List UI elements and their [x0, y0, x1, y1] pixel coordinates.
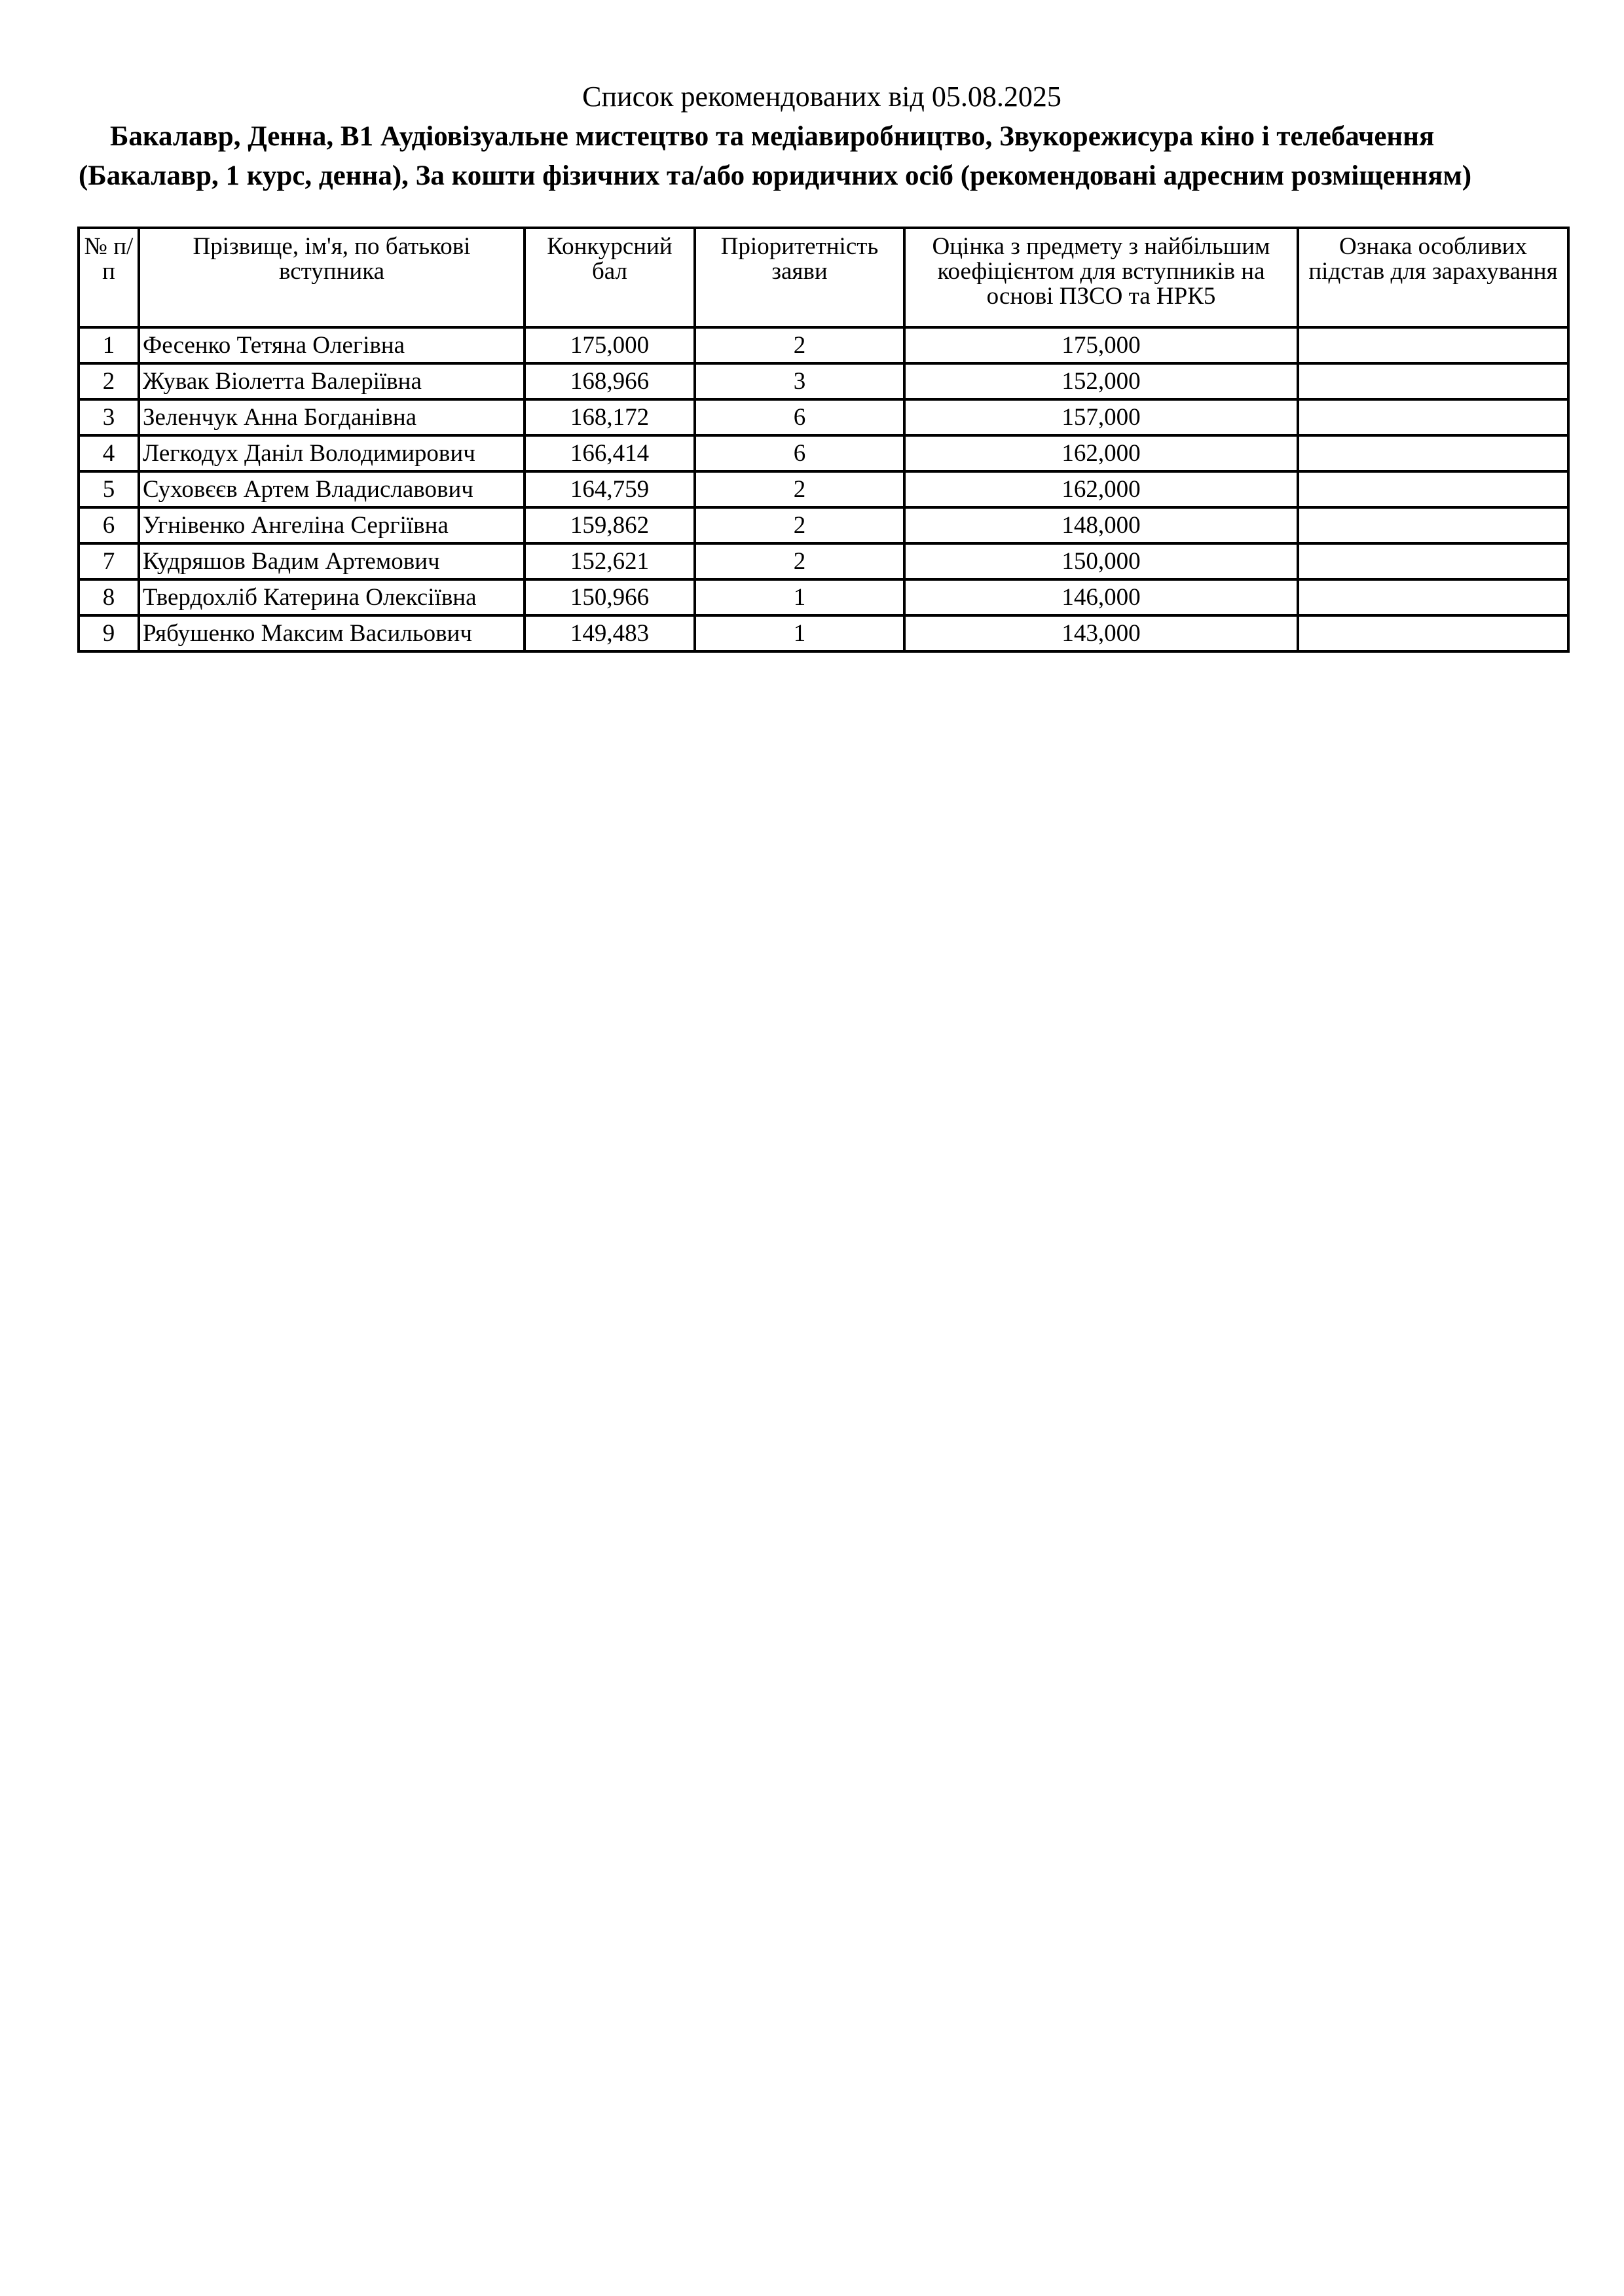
row-num: 4: [79, 435, 139, 471]
document-title: Список рекомендованих від 05.08.2025: [582, 81, 1061, 113]
recommended-list-table: [77, 227, 1570, 653]
row-num: 3: [79, 399, 139, 435]
table-row: [79, 363, 1568, 399]
row-subject-grade: 175,000: [904, 327, 1298, 363]
row-special-grounds: [1298, 615, 1568, 651]
table-row: [79, 543, 1568, 579]
row-name: Зеленчук Анна Богданівна: [139, 399, 525, 435]
table-header-row: [79, 228, 1568, 327]
row-subject-grade: 143,000: [904, 615, 1298, 651]
row-name: Угнівенко Ангеліна Сергіївна: [139, 507, 525, 543]
row-num: 1: [79, 327, 139, 363]
row-subject-grade: 146,000: [904, 579, 1298, 615]
row-priority: 3: [695, 363, 904, 399]
row-subject-grade: 157,000: [904, 399, 1298, 435]
row-num: 8: [79, 579, 139, 615]
row-special-grounds: [1298, 435, 1568, 471]
row-special-grounds: [1298, 327, 1568, 363]
row-special-grounds: [1298, 543, 1568, 579]
row-special-grounds: [1298, 399, 1568, 435]
row-special-grounds: [1298, 507, 1568, 543]
header-score: Конкурсний бал: [525, 228, 695, 327]
row-name: Твердохліб Катерина Олексіївна: [139, 579, 525, 615]
table-row: [79, 399, 1568, 435]
table-row: [79, 471, 1568, 507]
table-row: [79, 327, 1568, 363]
row-subject-grade: 152,000: [904, 363, 1298, 399]
row-special-grounds: [1298, 363, 1568, 399]
row-priority: 2: [695, 507, 904, 543]
header-name: Прізвище, ім'я, по батькові вступника: [139, 228, 525, 327]
row-special-grounds: [1298, 579, 1568, 615]
row-num: 7: [79, 543, 139, 579]
row-priority: 6: [695, 399, 904, 435]
row-subject-grade: 150,000: [904, 543, 1298, 579]
header-special-grounds: Ознака особливих підстав для зарахування: [1298, 228, 1568, 327]
row-score: 152,621: [525, 543, 695, 579]
row-score: 149,483: [525, 615, 695, 651]
header-num: № п/п: [79, 228, 139, 327]
row-subject-grade: 162,000: [904, 471, 1298, 507]
row-subject-grade: 148,000: [904, 507, 1298, 543]
row-num: 2: [79, 363, 139, 399]
row-priority: 1: [695, 615, 904, 651]
row-score: 168,172: [525, 399, 695, 435]
table-row: [79, 507, 1568, 543]
row-special-grounds: [1298, 471, 1568, 507]
row-name: Кудряшов Вадим Артемович: [139, 543, 525, 579]
table-row: [79, 435, 1568, 471]
row-priority: 2: [695, 327, 904, 363]
row-score: 159,862: [525, 507, 695, 543]
row-score: 175,000: [525, 327, 695, 363]
row-name: Фесенко Тетяна Олегівна: [139, 327, 525, 363]
row-subject-grade: 162,000: [904, 435, 1298, 471]
header-subject-grade: Оцінка з предмету з найбільшим коефіцієнтом для вступників на основі ПЗСО та НРК5: [904, 228, 1298, 327]
row-priority: 1: [695, 579, 904, 615]
row-score: 166,414: [525, 435, 695, 471]
header-priority: Пріоритетність заяви: [695, 228, 904, 327]
row-score: 150,966: [525, 579, 695, 615]
row-score: 164,759: [525, 471, 695, 507]
row-num: 9: [79, 615, 139, 651]
row-name: Жувак Віолетта Валеріївна: [139, 363, 525, 399]
row-priority: 2: [695, 471, 904, 507]
table-row: [79, 579, 1568, 615]
row-num: 6: [79, 507, 139, 543]
table-row: [79, 615, 1568, 651]
row-name: Суховєєв Артем Владиславович: [139, 471, 525, 507]
row-name: Рябушенко Максим Васильович: [139, 615, 525, 651]
row-priority: 2: [695, 543, 904, 579]
row-name: Легкодух Даніл Володимирович: [139, 435, 525, 471]
row-num: 5: [79, 471, 139, 507]
row-priority: 6: [695, 435, 904, 471]
document-subtitle: Бакалавр, Денна, B1 Аудіовізуальне мистецтво та медіавиробництво, Звукорежисура кіно і телебачення (Бакалавр, 1 курс, денна), За кошти фізичних та/або юридичних осіб (рекомендовані адресним розміщенням): [79, 121, 1472, 191]
row-score: 168,966: [525, 363, 695, 399]
